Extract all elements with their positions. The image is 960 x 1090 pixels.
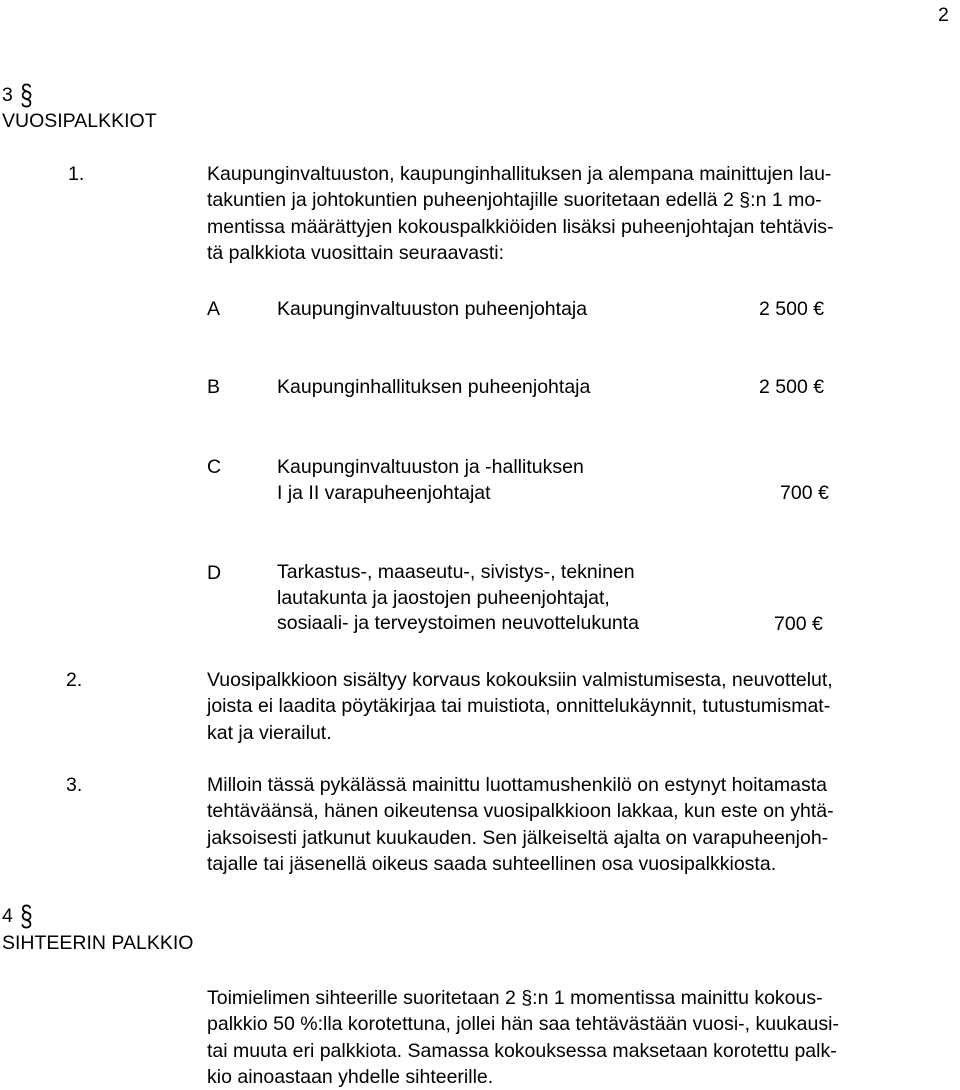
fee-d-letter: D [207, 562, 222, 584]
section-sign-icon: § [20, 79, 33, 112]
paragraph-line: Toimielimen sihteerille suoritetaan 2 §:n 1 momentissa mainittu kokous- [207, 987, 823, 1009]
euro-icon: € [817, 482, 829, 504]
paragraph-line: kat ja vierailut. [207, 721, 332, 744]
section-3-title: VUOSIPALKKIOT [2, 110, 157, 132]
paragraph-line: tai muuta eri palkkiota. Samassa kokouksessa maksetaan korotettu palk- [207, 1039, 837, 1062]
paragraph-line: kio ainoastaan yhdelle sihteerille. [207, 1065, 494, 1088]
fee-label-line: lautakunta ja jaostojen puheenjohtajat, [277, 586, 610, 609]
fee-label-line: Kaupunginvaltuuston ja -hallituksen [277, 456, 584, 478]
paragraph-line: tehtäväänsä, hänen oikeutensa vuosipalkkioon lakkaa, kun este on yhtä- [207, 800, 834, 823]
page-number: 2 [938, 4, 949, 26]
fee-a-amount [759, 296, 824, 322]
amount-value: 700 [780, 482, 813, 504]
fee-b-label: Kaupunginhallituksen puheenjohtaja [277, 376, 591, 398]
item-3-paragraph [207, 772, 834, 877]
fee-b-letter: B [207, 376, 221, 398]
paragraph-line: jaksoisesti jatkunut kuukauden. Sen jälkeiseltä ajalta on varapuheenjoh- [207, 826, 829, 849]
item-1-paragraph [207, 161, 834, 266]
fee-c-amount [780, 480, 829, 506]
fee-label-line: Tarkastus-, maaseutu-, sivistys-, tekninen [277, 561, 635, 583]
item-2-paragraph [207, 667, 833, 746]
euro-icon: € [811, 613, 823, 635]
paragraph-line: mentissa määrättyjen kokouspalkkiöiden lisäksi puheenjohtajan tehtävis- [207, 215, 834, 238]
paragraph-line: Milloin tässä pykälässä mainittu luottamushenkilö on estynyt hoitamasta [207, 774, 827, 796]
fee-a-label: Kaupunginvaltuuston puheenjohtaja [277, 298, 588, 320]
paragraph-line: palkkio 50 %:lla korotettuna, jollei hän saa tehtävästään vuosi-, kuukausi- [207, 1013, 839, 1036]
fee-label-line: I ja II varapuheenjohtajat [277, 482, 491, 504]
paragraph-line: Vuosipalkkioon sisältyy korvaus kokouksiin valmistumisesta, neuvottelut, [207, 669, 833, 691]
euro-icon: € [813, 298, 825, 320]
section-4-title: SIHTEERIN PALKKIO [2, 932, 194, 954]
fee-d-label [277, 560, 639, 637]
paragraph-line: takuntien ja johtokuntien puheenjohtajille suoritetaan edellä 2 §:n 1 mo- [207, 189, 822, 212]
item-3-number: 3. [66, 774, 83, 796]
section-3-heading [2, 79, 35, 112]
paragraph-line: tä palkkiota vuosittain seuraavasti: [207, 241, 504, 264]
amount-value: 2 500 [759, 376, 808, 398]
fee-b-amount [759, 374, 824, 400]
euro-icon: € [813, 376, 825, 398]
item-2-number: 2. [66, 669, 83, 691]
fee-c-letter: C [207, 456, 222, 478]
section-number: 3 [2, 84, 13, 106]
paragraph-line: tajalle tai jäsenellä oikeus saada suhteellinen osa vuosipalkkiosta. [207, 852, 777, 875]
fee-a-letter: A [207, 298, 221, 320]
fee-label-line: sosiaali- ja terveystoimen neuvottelukunta [277, 612, 640, 634]
section-4-paragraph [207, 985, 839, 1090]
fee-d-amount [774, 611, 823, 637]
amount-value: 2 500 [759, 298, 808, 320]
paragraph-line: Kaupunginvaltuuston, kaupunginhallituksen ja alempana mainittujen lau- [207, 163, 832, 185]
section-4-heading [2, 900, 35, 933]
item-1-number: 1. [68, 163, 85, 185]
section-sign-icon: § [20, 900, 33, 933]
amount-value: 700 [774, 613, 807, 635]
section-number: 4 [2, 905, 13, 927]
paragraph-line: joista ei laadita pöytäkirjaa tai muistiota, onnittelukäynnit, tutustumismat- [207, 695, 831, 718]
fee-c-label [277, 454, 584, 506]
